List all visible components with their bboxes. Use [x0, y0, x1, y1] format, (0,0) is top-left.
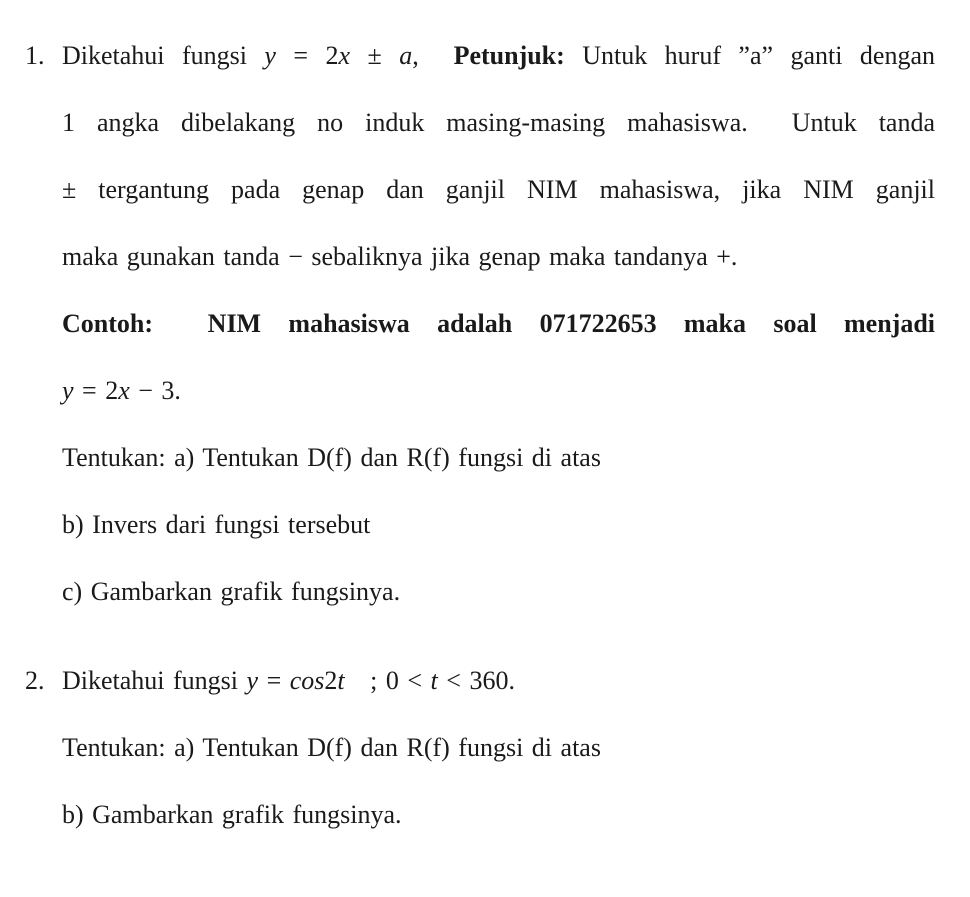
- text-line: [62, 290, 935, 357]
- text-segment: y: [264, 41, 276, 70]
- text-segment: Untuk huruf ”a” ganti dengan: [564, 41, 935, 70]
- text-segment: =: [258, 666, 290, 695]
- text-segment: ,: [412, 41, 454, 70]
- text-line: [62, 89, 935, 156]
- text-segment: Contoh: NIM mahasiswa adalah 071722653 maka soal menjadi: [62, 309, 935, 338]
- text-segment: cos: [289, 666, 325, 695]
- text-segment: Diketahui fungsi: [62, 41, 265, 70]
- text-line: [62, 491, 935, 558]
- text-segment: ± tergantung pada genap dan ganjil NIM mahasiswa, jika NIM ganjil: [62, 175, 935, 204]
- text-segment: a: [399, 41, 413, 70]
- text-segment: Tentukan: a) Tentukan D(f) dan R(f) fungsi di atas: [62, 443, 601, 472]
- text-line: [62, 558, 935, 625]
- item-number: 1.: [25, 41, 45, 70]
- text-line: [62, 357, 935, 424]
- text-segment: Petunjuk:: [453, 41, 565, 70]
- text-segment: c) Gambarkan grafik fungsinya.: [62, 577, 401, 606]
- text-line: [62, 223, 935, 290]
- text-segment: x: [338, 41, 351, 70]
- text-line: [62, 424, 935, 491]
- text-segment: − 3.: [129, 376, 181, 405]
- text-segment: b) Gambarkan grafik fungsinya.: [62, 800, 402, 829]
- text-segment: maka gunakan tanda − sebaliknya jika genap maka tandanya +.: [62, 242, 738, 271]
- text-segment: Tentukan: a) Tentukan D(f) dan R(f) fungsi di atas: [62, 733, 601, 762]
- problem-item-2: [25, 647, 935, 848]
- text-line: [62, 647, 935, 714]
- text-segment: 1 angka dibelakang no induk masing-masing mahasiswa. Untuk tanda: [62, 108, 935, 137]
- text-segment: y: [62, 376, 74, 405]
- text-line: [62, 22, 935, 89]
- text-segment: x: [118, 376, 130, 405]
- text-segment: ; 0 <: [344, 666, 431, 695]
- text-segment: t: [337, 666, 345, 695]
- text-segment: b) Invers dari fungsi tersebut: [62, 510, 371, 539]
- text-segment: = 2: [275, 41, 339, 70]
- text-segment: < 360.: [437, 666, 515, 695]
- text-segment: Diketahui fungsi: [62, 666, 247, 695]
- text-line: [62, 781, 935, 848]
- text-line: [62, 156, 935, 223]
- problem-list: [25, 22, 935, 848]
- text-line: [62, 714, 935, 781]
- text-segment: 2: [324, 666, 338, 695]
- text-segment: y: [246, 666, 259, 695]
- text-segment: = 2: [73, 376, 119, 405]
- text-segment: t: [430, 666, 438, 695]
- problem-item-1: [25, 22, 935, 625]
- item-number: 2.: [25, 666, 45, 695]
- text-segment: ±: [350, 41, 400, 70]
